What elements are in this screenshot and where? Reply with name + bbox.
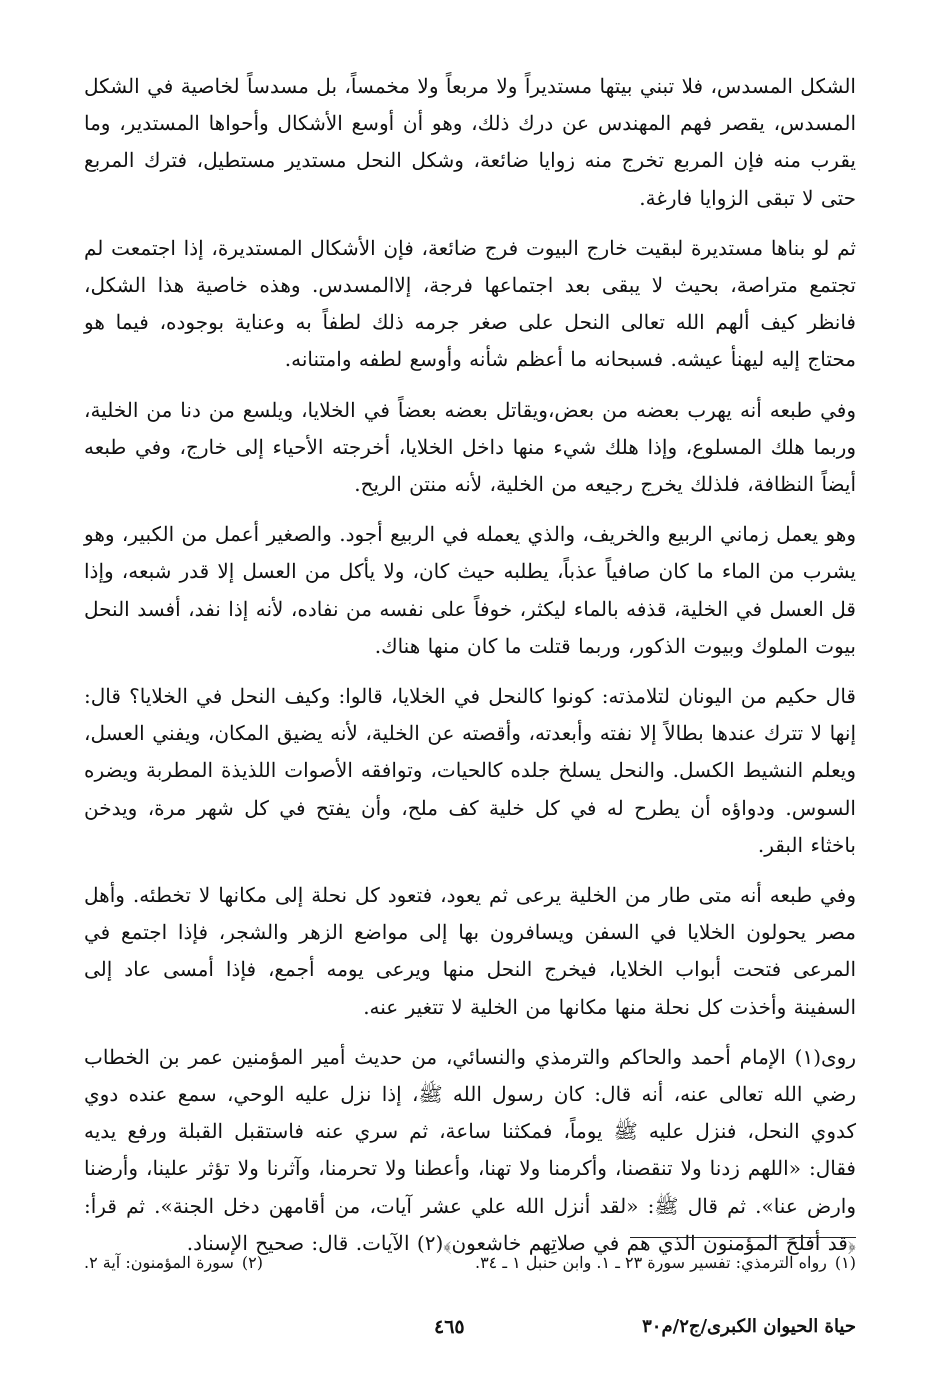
page-number: ٤٦٥	[434, 1316, 465, 1338]
page-footer	[84, 1316, 856, 1346]
running-title: حياة الحيوان الكبرى/ج٢/م٣٠	[642, 1316, 856, 1337]
footnote-2-number: (٢)	[241, 1253, 263, 1272]
footnote-1-number: (١)	[834, 1253, 856, 1272]
paragraph-5: قال حكيم من اليونان لتلامذته: كونوا كالنحل في الخلايا، قالوا: وكيف النحل في الخلايا؟ قال: إنها لا تترك عندها بطالاً إلا نفته وأبعدته، وأقصته عن الخلية، لأنه يضيق المكان، ويفني العسل، ويعلم النشيط الكسل. والنحل يسلخ جلده كالحيات، وتوافقه الأصوات اللذيذة المطربة ويضره السوس. ودواؤه أن يطرح له في كل خلية كف ملح، وأن يفتح في كل شهر مرة، ويدخن باخثاء البقر.	[84, 684, 856, 857]
footnote-1-text: رواه الترمذي: تفسير سورة ٢٣ ـ ١. وابن حنبل ١ ـ ٣٤.	[474, 1253, 827, 1272]
paragraph-2: ثم لو بناها مستديرة لبقيت خارج البيوت فرج ضائعة، فإن الأشكال المستديرة، إذا اجتمعت لم تجتمع متراصة، بحيث لا يبقى بعد اجتماعها فرجة، إلاالمسدس. وهذه خاصية هذا الشكل، فانظر كيف ألهم الله تعالى النحل على صغر جرمه ذلك لطفاً به وعناية بوجوده، فيما هو محتاج إليه ليهنأ عيشه. فسبحانه ما أعظم شأنه وأوسع لطفه وامتنانه.	[84, 235, 856, 372]
footnote-1	[475, 1252, 856, 1274]
footnote-2-text: سورة المؤمنون: آية ٢.	[84, 1253, 234, 1272]
paragraph-7: روى(١) الإمام أحمد والحاكم والترمذي والنسائي، من حديث أمير المؤمنين عمر بن الخطاب رضي الله تعالى عنه، أنه قال: كان رسول الله ﷺ، إذا نزل عليه الوحي، سمع عنده دوي كدوي النحل، فنزل عليه ﷺ يوماً، فمكثنا ساعة، ثم سري عنه فاستقبل القبلة ورفع يديه فقال: «اللهم زدنا ولا تنقصنا، وأكرمنا ولا تهنا، وأعطنا ولا تحرمنا، وآثرنا ولا تؤثر علينا، وأرضنا وارض عنا». ثم قال ﷺ: «لقد أنزل الله علي عشر آيات، من أقامهن دخل الجنة». ثم قرأ: ﴿قد أفلحَ المؤمنون الذي هم في صلاتِهم خاشعون﴾(٢) الآيات. قال: صحيح الإسناد.	[84, 1044, 856, 1255]
footnote-divider	[630, 1237, 856, 1238]
footnotes	[84, 1252, 856, 1274]
footnote-2	[84, 1252, 263, 1274]
paragraph-6: وفي طبعه أنه متى طار من الخلية يرعى ثم يعود، فتعود كل نحلة إلى مكانها لا تخطئه. وأهل مصر يحولون الخلايا في السفن ويسافرون بها إلى مواضع الزهر والشجر، فإذا اجتمع في المرعى فتحت أبواب الخلايا، فيخرج النحل منها ويرعى يومه أجمع، فإذا أمسى عاد إلى السفينة وأخذت كل نحلة منها مكانها من الخلية لا تتغير عنه.	[84, 883, 856, 1019]
body-text	[84, 68, 856, 1262]
paragraph-4: وهو يعمل زماني الربيع والخريف، والذي يعمله في الربيع أجود. والصغير أعمل من الكبير، وهو يشرب من الماء ما كان صافياً عذباً، يطلبه حيث كان، ولا يأكل من العسل إلا قدر شبعه، وإذا قل العسل في الخلية، قذفه بالماء ليكثر، خوفاً على نفسه من نفاده، لأنه إذا نفد، أفسد النحل بيوت الملوك وبيوت الذكور، وربما قتلت ما كان منها هناك.	[84, 522, 856, 658]
paragraph-1: الشكل المسدس، فلا تبني بيتها مستديراً ولا مربعاً ولا مخمساً، بل مسدساً لخاصية في الشكل المسدس، يقصر فهم المهندس عن درك ذلك، وهو أن أوسع الأشكال وأحواها المستدير، وما يقرب منه فإن المربع تخرج منه زوايا ضائعة، وشكل النحل مستدير مستطيل، فترك المربع حتى لا تبقى الزوايا فارغة.	[84, 74, 856, 210]
paragraph-3: وفي طبعه أنه يهرب بعضه من بعض،ويقاتل بعضه بعضاً في الخلايا، ويلسع من دنا من الخلية، وربما هلك المسلوع، وإذا هلك شيء منها داخل الخلايا، أخرجته الأحياء إلى خارج، وفي طبعه أيضاً النظافة، فلذلك يخرج رجيعه من الخلية، لأنه منتن الريح.	[84, 397, 856, 497]
